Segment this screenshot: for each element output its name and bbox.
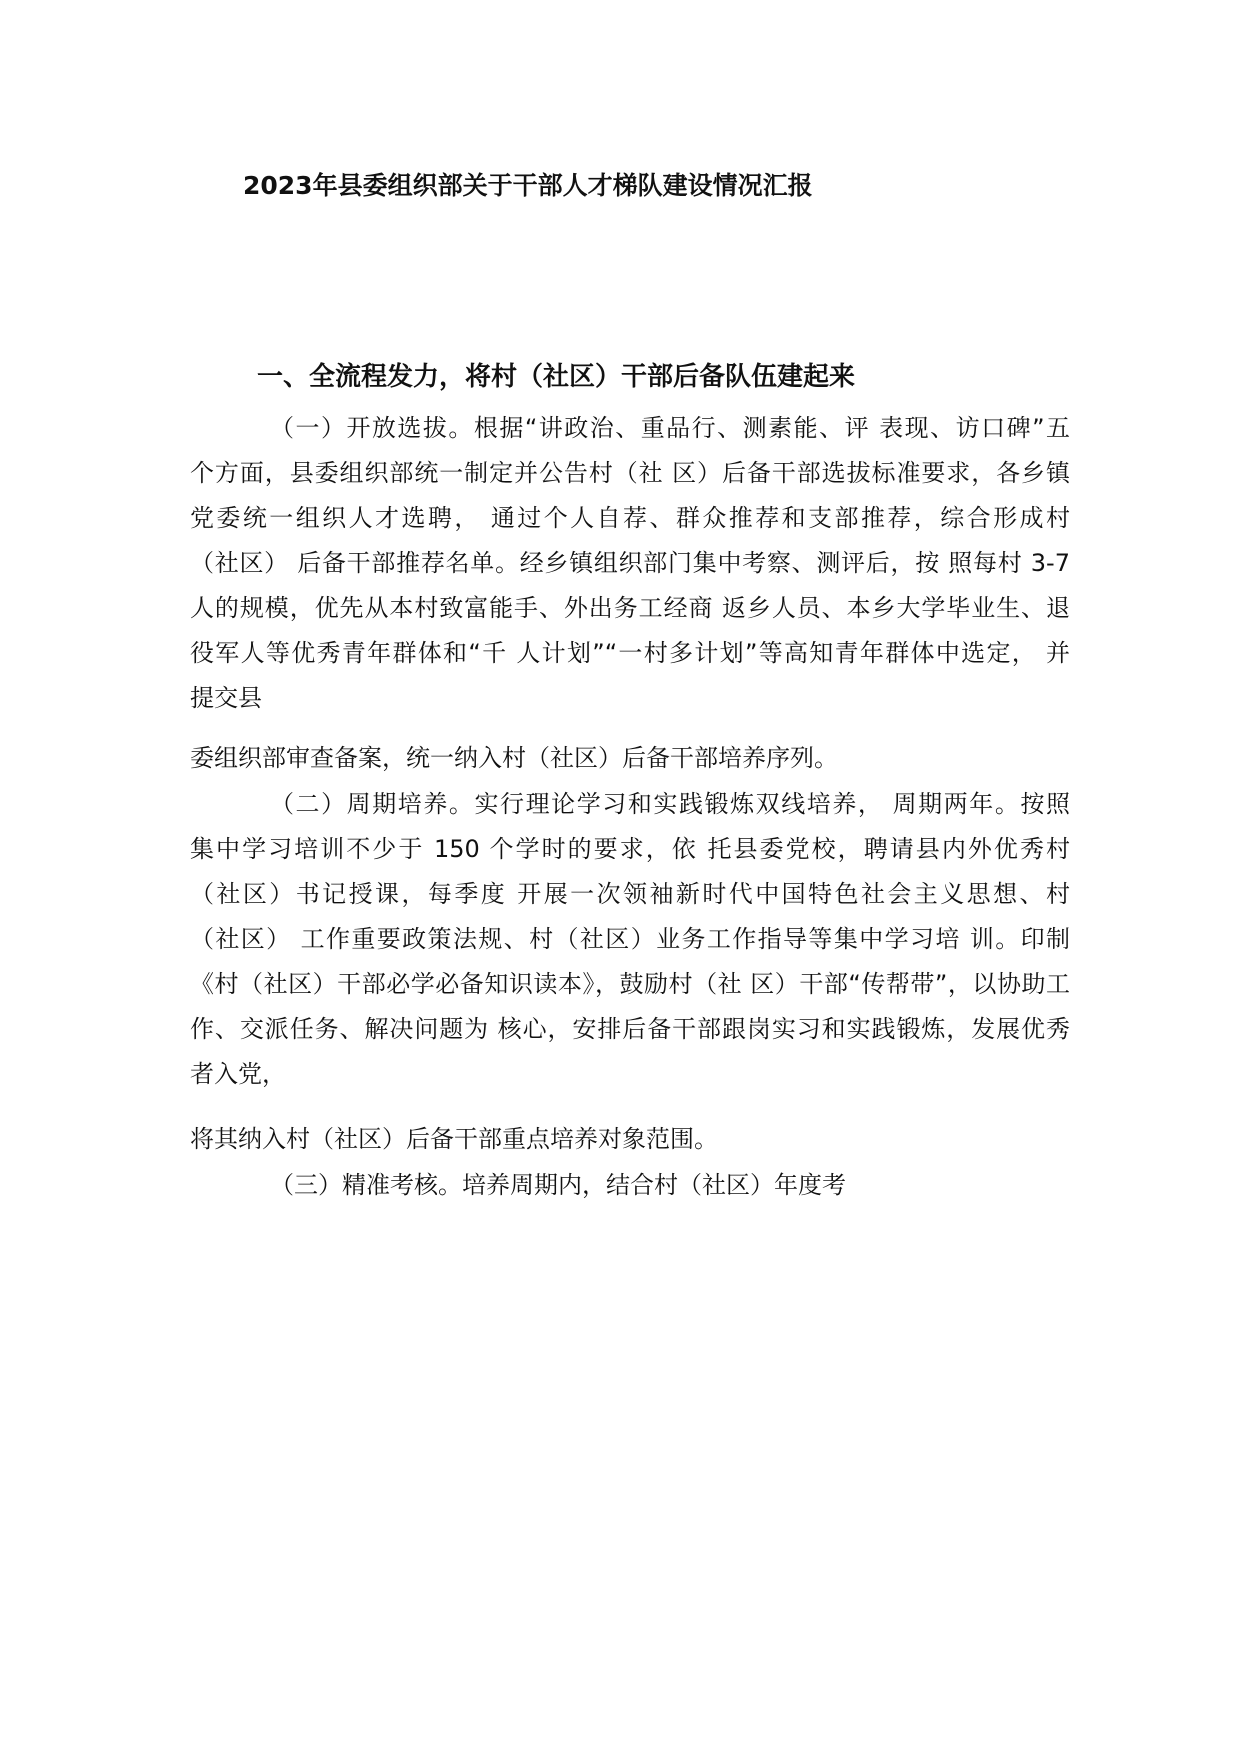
paragraph-line: （一）开放选拔。根据“讲政治、重品行、测素能、评 表现、访口碑”五: [270, 414, 1070, 442]
paragraph-line: 党委统一组织人才选聘， 通过个人自荐、群众推荐和支部推荐，综合形成村: [190, 504, 1070, 532]
paragraph-1-continuation: [190, 736, 1070, 781]
paragraph-line: （社区）书记授课，每季度 开展一次领袖新时代中国特色社会主义思想、村: [190, 880, 1070, 908]
paragraph-line: 役军人等优秀青年群体和“千 人计划”“一村多计划”等高知青年群体中选定， 并: [190, 639, 1070, 667]
paragraph-line: 集中学习培训不少于 150 个学时的要求，依 托县委党校，聘请县内外优秀村: [190, 835, 1070, 863]
paragraph-1: [190, 406, 1070, 721]
section-heading: 一、全流程发力，将村（社区）干部后备队伍建起来: [257, 362, 856, 392]
paragraph-line: 个方面，县委组织部统一制定并公告村（社 区）后备干部选拔标准要求，各乡镇: [190, 459, 1070, 487]
paragraph-line: 将其纳入村（社区）后备干部重点培养对象范围。: [190, 1125, 718, 1153]
paragraph-line: 者入党，: [190, 1060, 286, 1088]
paragraph-line: （社区） 工作重要政策法规、村（社区）业务工作指导等集中学习培 训。印制: [190, 925, 1070, 953]
paragraph-line: 作、交派任务、解决问题为 核心，安排后备干部跟岗实习和实践锻炼，发展优秀: [190, 1015, 1070, 1043]
paragraph-line: 提交县: [190, 684, 262, 712]
paragraph-2: [190, 782, 1070, 1097]
paragraph-3: [190, 1163, 1070, 1208]
paragraph-line: （社区） 后备干部推荐名单。经乡镇组织部门集中考察、测评后，按 照每村 3-7: [190, 549, 1070, 577]
document-title: 2023年县委组织部关于干部人才梯队建设情况汇报: [243, 171, 813, 200]
paragraph-line: 人的规模，优先从本村致富能手、外出务工经商 返乡人员、本乡大学毕业生、退: [190, 594, 1070, 622]
paragraph-line: 委组织部审查备案，统一纳入村（社区）后备干部培养序列。: [190, 744, 838, 772]
paragraph-2-continuation: [190, 1117, 1070, 1162]
paragraph-line: （三）精准考核。培养周期内，结合村（社区）年度考: [270, 1171, 846, 1199]
paragraph-line: 《村（社区）干部必学必备知识读本》，鼓励村（社 区）干部“传帮带”，以协助工: [190, 970, 1070, 998]
paragraph-line: （二）周期培养。实行理论学习和实践锻炼双线培养， 周期两年。按照: [270, 790, 1070, 818]
